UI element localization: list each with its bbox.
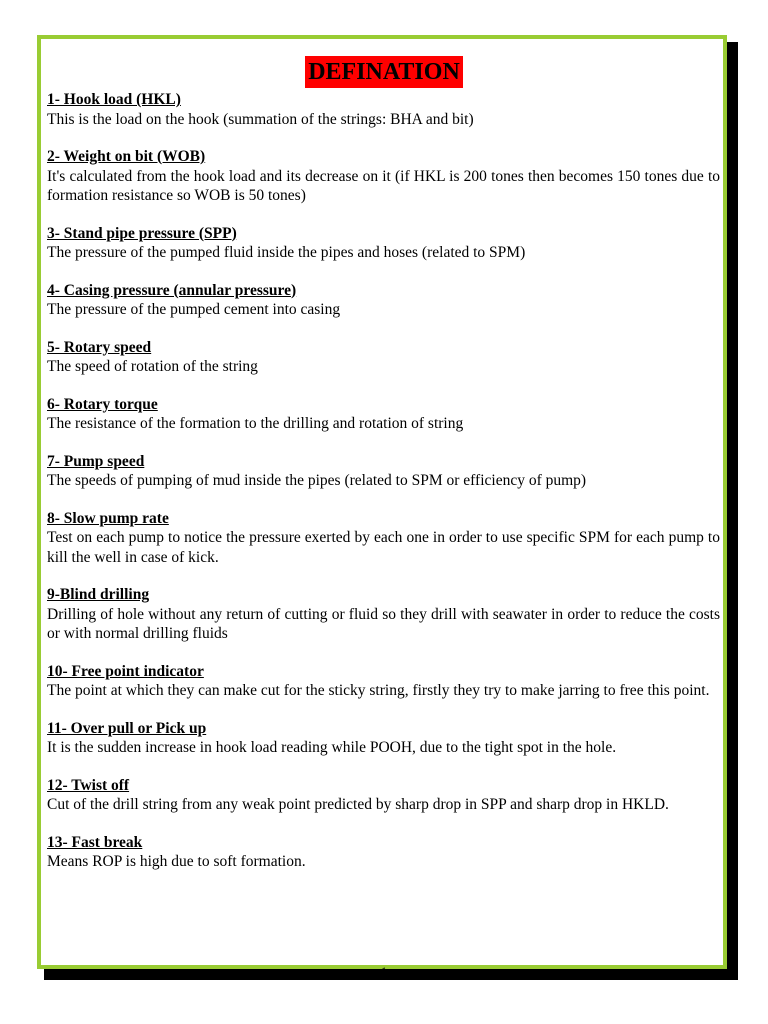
definition-text: It's calculated from the hook load and its decrease on it (if HKL is 200 tones then becomes 150 tones due to formation resistance so WOB is 50 tones) (47, 167, 720, 204)
definition-section (47, 224, 720, 263)
definition-text: The speed of rotation of the string (47, 358, 258, 375)
definition-heading: 3- Stand pipe pressure (SPP) (47, 224, 237, 242)
title-container (47, 56, 720, 90)
definition-section (47, 395, 720, 434)
document-title: DEFINATION (305, 56, 463, 88)
definition-text: The speeds of pumping of mud inside the pipes (related to SPM or efficiency of pump) (47, 472, 587, 489)
definition-text: The point at which they can make cut for the sticky string, firstly they try to make jarring to free this point. (47, 682, 710, 699)
definition-text: The resistance of the formation to the drilling and rotation of string (47, 415, 464, 432)
definition-text: Test on each pump to notice the pressure exerted by each one in order to use specific SPM for each pump to kill the well in case of kick. (47, 529, 720, 566)
definition-heading: 13- Fast break (47, 833, 143, 851)
document-content (47, 56, 720, 890)
definition-text: The pressure of the pumped cement into casing (47, 301, 341, 318)
definition-heading: 5- Rotary speed (47, 338, 152, 356)
definition-heading: 9-Blind drilling (47, 586, 150, 603)
definition-heading: 12- Twist off (47, 776, 130, 794)
definition-heading: 6- Rotary torque (47, 395, 158, 413)
definition-section (47, 452, 720, 491)
definition-section (47, 585, 720, 644)
definition-heading: 11- Over pull or Pick up (47, 719, 207, 737)
definition-section (47, 662, 720, 701)
definition-text: This is the load on the hook (summation of the strings: BHA and bit) (47, 110, 474, 128)
definition-section (47, 719, 720, 758)
definition-heading: 2- Weight on bit (WOB) (47, 148, 206, 165)
definition-text: Drilling of hole without any return of cutting or fluid so they drill with seawater in order to reduce the costs or with normal drilling fluids (47, 605, 720, 642)
page-number: 1 (381, 964, 387, 978)
definition-heading: 1- Hook load (HKL) (47, 91, 181, 108)
definition-section (47, 776, 720, 815)
definition-section (47, 509, 720, 568)
definition-heading: 8- Slow pump rate (47, 509, 169, 527)
definition-section (47, 338, 720, 377)
definition-heading: 10- Free point indicator (47, 662, 204, 680)
definition-text: The pressure of the pumped fluid inside the pipes and hoses (related to SPM) (47, 244, 526, 261)
definition-section (47, 833, 720, 872)
definition-section (47, 147, 720, 206)
definition-text: It is the sudden increase in hook load reading while POOH, due to the tight spot in the hole. (47, 739, 617, 756)
definition-section (47, 90, 720, 129)
definition-text: Cut of the drill string from any weak point predicted by sharp drop in SPP and sharp drop in HKLD. (47, 796, 669, 813)
definition-section (47, 281, 720, 320)
definition-heading: 4- Casing pressure (annular pressure) (47, 281, 297, 299)
definition-text: Means ROP is high due to soft formation. (47, 853, 306, 870)
definition-heading: 7- Pump speed (47, 452, 145, 470)
